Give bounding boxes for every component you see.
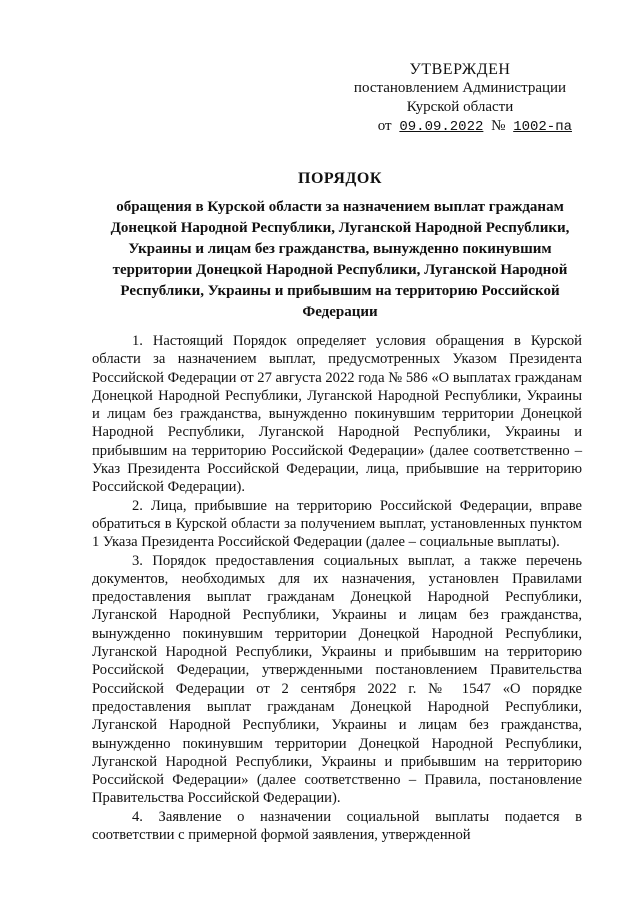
approval-number: 1002-па: [513, 119, 572, 135]
title-block: [92, 168, 588, 323]
paragraph-2: 2. Лица, прибывшие на территорию Российской Федерации, вправе обратиться в Курской области за получением выплат, установленных пунктом 1 Указа Президента Российской Федерации (далее – социальные выплаты).: [92, 497, 582, 551]
paragraph-3: 3. Порядок предоставления социальных выплат, а также перечень документов, необходимых для их назначения, установлен Правилами предоставления выплат гражданам Донецкой Народной Республики, Луганской Народной Республики, Украины и лицам без гражданства, вынужденно покинувшим территории Донецкой Народной Республики, Луганской Народной Республики, Украины и прибывшим на территорию Российской Федерации, утвержденными постановлением Правительства Российской Федерации от 2 сентября 2022 г. № 1547 «О порядке предоставления выплат гражданам Донецкой Народной Республики, Луганской Народной Республики, Украины и лицам без гражданства, вынужденно покинувшим территории Донецкой Народной Республики, Луганской Народной Республики, Украины и прибывшим на территорию Российской Федерации» (далее соответственно – Правила, постановление Правительства Российской Федерации).: [92, 552, 582, 807]
approval-date-line: [330, 117, 590, 137]
approval-heading: УТВЕРЖДЕН: [409, 61, 511, 78]
number-prefix: №: [491, 118, 506, 134]
approval-stamp: [330, 60, 590, 137]
approval-region: Курской области: [406, 99, 514, 115]
paragraph-4: 4. Заявление о назначении социальной выплаты подается в соответствии с примерной формой заявления, утвержденной: [92, 808, 582, 844]
document-subtitle: обращения в Курской области за назначением выплат гражданам Донецкой Народной Республики, Луганской Народной Республики, Украины и лицам без гражданства, вынужденно покинувшим территории Донецкой Народной Республики, Луганской Народной Республики, Украины и прибывшим на территорию Российской Федерации: [110, 199, 570, 320]
paragraph-1: 1. Настоящий Порядок определяет условия обращения в Курской области за назначением выплат, предусмотренных Указом Президента Российской Федерации от 27 августа 2022 года № 586 «О выплатах гражданам Донецкой Народной Республики, Луганской Народной Республики, Украины и лицам без гражданства, вынужденно покинувшим территории Донецкой Народной Республики, Луганской Народной Республики, Украины и прибывшим на территорию Российской Федерации» (далее соответственно – Указ Президента Российской Федерации, лица, прибывшие на территорию Российской Федерации).: [92, 333, 582, 496]
document-body: [92, 332, 582, 844]
approval-authority: постановлением Администрации: [353, 80, 567, 96]
document-title: ПОРЯДОК: [298, 170, 382, 187]
date-prefix: от: [377, 118, 392, 134]
approval-date: 09.09.2022: [399, 119, 484, 135]
